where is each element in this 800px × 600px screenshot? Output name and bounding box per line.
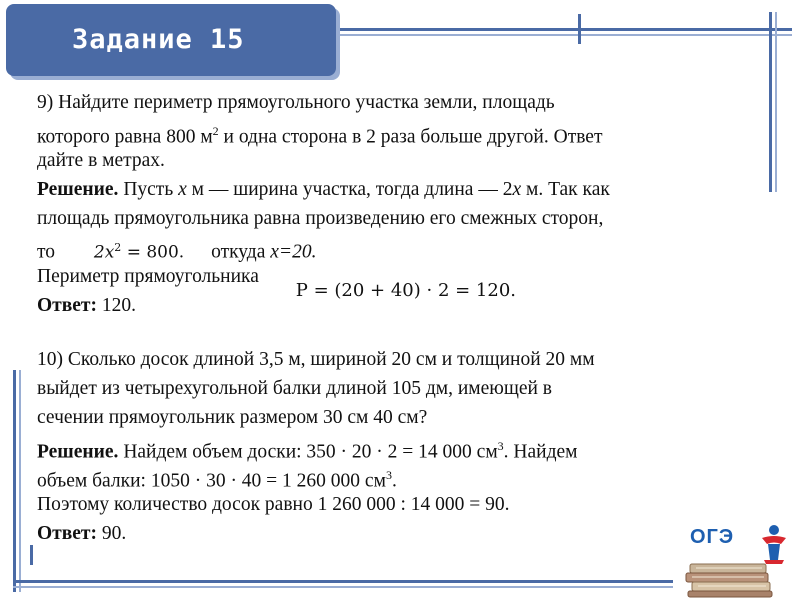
- task9-answer: Ответ: 120.: [37, 295, 137, 316]
- equation-perimeter: P = (20 + 40) · 2 = 120.: [295, 280, 517, 301]
- oge-logo-text: ОГЭ: [690, 526, 735, 548]
- task10-question-line-1: 10) Сколько досок длиной 3,5 м, шириной 20 см и толщиной 20 мм: [37, 349, 595, 370]
- task10-question-line-3: сечении прямоугольник размером 30 см 40 см?: [37, 407, 428, 428]
- oge-logo: [682, 520, 797, 598]
- deco-line-bottom-2: [13, 586, 673, 588]
- task9-question-line-2: которого равна 800 $м^2$ и одна сторона в 2 раза больше другой. Ответ: [37, 124, 603, 148]
- solution-label: Решение.: [37, 441, 119, 463]
- page-title: Задание 15: [72, 24, 245, 55]
- task10-solution-line-1: Решение. Найдем объем доски: 350 · 20 · 2 = 14 000 $см^3$. Найдем: [37, 439, 578, 463]
- deco-line-mid: [30, 545, 33, 565]
- deco-line-top: [340, 28, 792, 31]
- answer-label: Ответ:: [37, 523, 98, 544]
- task-content: [37, 88, 777, 548]
- deco-line-bottom: [13, 580, 673, 583]
- deco-line-left: [13, 370, 16, 592]
- task10-solution-line-2: объем балки: 1050 · 30 · 40 = 1 260 000 $см^3$.: [37, 468, 397, 492]
- task9-solution-line-2: площадь прямоугольника равна произведению его смежных сторон,: [37, 208, 604, 229]
- task9-solution-line-4: Периметр прямоугольника P = (20 + 40) · 2 = 120.: [37, 262, 777, 291]
- solution-label: Решение.: [37, 179, 119, 200]
- task9-solution-line-1: Решение. Пусть x м — ширина участка, тогда длина — 2x м. Так как: [37, 179, 610, 200]
- equation-2x2-800: $2x^2 = 800$.: [93, 241, 185, 263]
- task9-question-line-1: 9) Найдите периметр прямоугольного участка земли, площадь: [37, 92, 555, 113]
- task10-solution-line-3: Поэтому количество досок равно 1 260 000 : 14 000 = 90.: [37, 494, 510, 515]
- task10-answer: Ответ: 90.: [37, 523, 127, 544]
- deco-line-top-2: [340, 34, 792, 36]
- task10-question-line-2: выйдет из четырехугольной балки длиной 105 дм, имеющей в: [37, 378, 553, 399]
- title-banner: [6, 4, 336, 76]
- deco-line-top-short: [578, 14, 581, 44]
- task9-solution-line-3: то $2x^2 = 800$. откуда x=20.: [37, 233, 777, 262]
- deco-line-left-2: [19, 370, 21, 592]
- task9-question-line-3: дайте в метрах.: [37, 150, 165, 171]
- books-icon: [682, 520, 797, 598]
- answer-label: Ответ:: [37, 295, 98, 316]
